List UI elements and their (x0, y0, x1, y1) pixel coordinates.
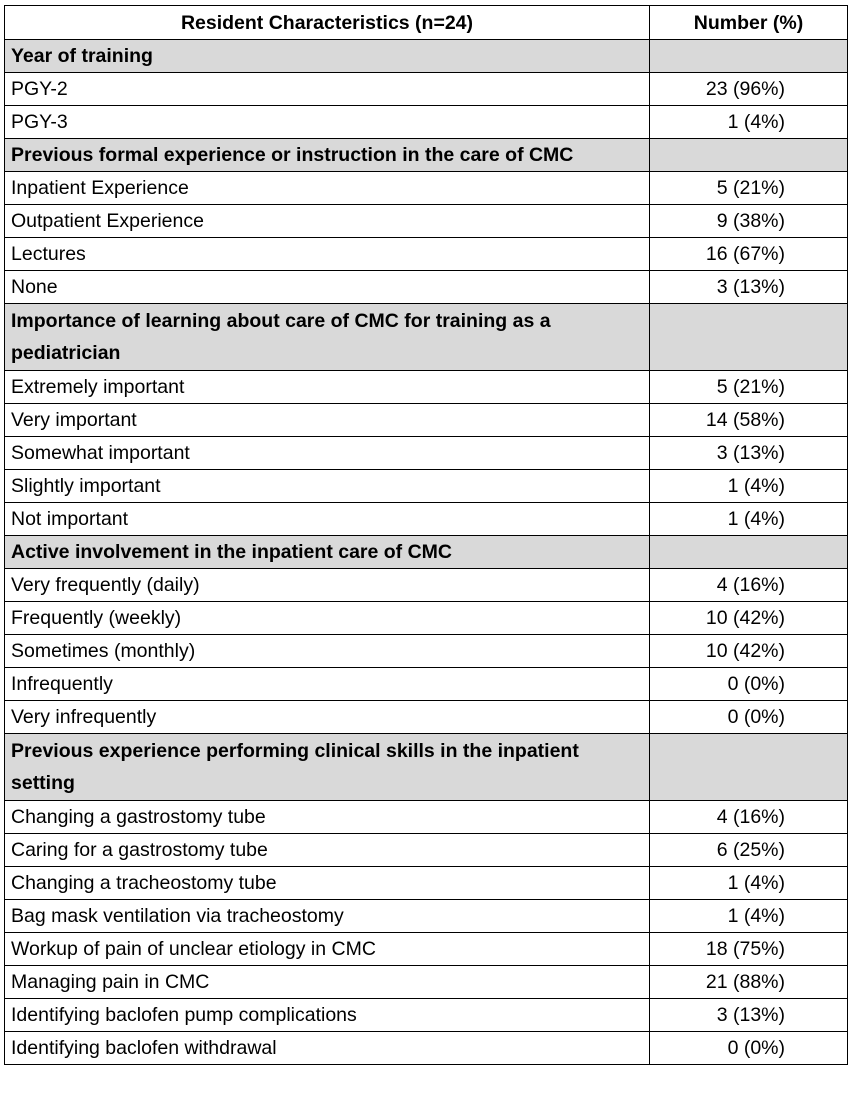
row-label: Very infrequently (5, 701, 650, 734)
section-row (5, 40, 848, 73)
row-label: Identifying baclofen pump complications (5, 999, 650, 1032)
table-row (5, 602, 848, 635)
row-value: 14 (58%) (650, 404, 848, 437)
row-value: 0 (0%) (650, 1032, 848, 1065)
table-row (5, 900, 848, 933)
row-value: 3 (13%) (650, 437, 848, 470)
section-row (5, 304, 848, 371)
row-value: 9 (38%) (650, 205, 848, 238)
row-value: 4 (16%) (650, 569, 848, 602)
resident-characteristics-table (4, 5, 848, 1065)
row-label: Workup of pain of unclear etiology in CMC (5, 933, 650, 966)
row-value: 1 (4%) (650, 503, 848, 536)
section-value-empty (650, 40, 848, 73)
row-label: Sometimes (monthly) (5, 635, 650, 668)
row-label: Infrequently (5, 668, 650, 701)
row-value: 0 (0%) (650, 701, 848, 734)
table-row (5, 933, 848, 966)
table-row (5, 271, 848, 304)
section-row (5, 536, 848, 569)
row-value: 18 (75%) (650, 933, 848, 966)
section-title: Year of training (5, 40, 650, 73)
table-row (5, 966, 848, 999)
row-value: 16 (67%) (650, 238, 848, 271)
table-row (5, 867, 848, 900)
table-row (5, 437, 848, 470)
row-value: 21 (88%) (650, 966, 848, 999)
section-value-empty (650, 536, 848, 569)
row-label: Bag mask ventilation via tracheostomy (5, 900, 650, 933)
row-label: Not important (5, 503, 650, 536)
table-row (5, 834, 848, 867)
table-row (5, 701, 848, 734)
section-value-empty (650, 304, 848, 371)
section-row (5, 139, 848, 172)
row-value: 1 (4%) (650, 470, 848, 503)
row-label: PGY-3 (5, 106, 650, 139)
section-title: Previous experience performing clinical skills in the inpatient setting (5, 734, 650, 801)
row-label: Frequently (weekly) (5, 602, 650, 635)
row-value: 0 (0%) (650, 668, 848, 701)
row-value: 3 (13%) (650, 271, 848, 304)
table-row (5, 404, 848, 437)
table-row (5, 106, 848, 139)
row-label: Extremely important (5, 371, 650, 404)
table-row (5, 1032, 848, 1065)
section-title: Importance of learning about care of CMC for training as a pediatrician (5, 304, 650, 371)
table-row (5, 801, 848, 834)
row-label: Very frequently (daily) (5, 569, 650, 602)
row-label: Changing a tracheostomy tube (5, 867, 650, 900)
row-value: 10 (42%) (650, 602, 848, 635)
row-value: 6 (25%) (650, 834, 848, 867)
row-label: Caring for a gastrostomy tube (5, 834, 650, 867)
table-row (5, 470, 848, 503)
table-row (5, 503, 848, 536)
table-row (5, 371, 848, 404)
header-number: Number (%) (650, 6, 848, 40)
row-label: Identifying baclofen withdrawal (5, 1032, 650, 1065)
row-value: 10 (42%) (650, 635, 848, 668)
resident-characteristics-table-wrapper (4, 5, 847, 1065)
table-row (5, 635, 848, 668)
row-value: 1 (4%) (650, 900, 848, 933)
row-label: Very important (5, 404, 650, 437)
row-label: None (5, 271, 650, 304)
row-label: Changing a gastrostomy tube (5, 801, 650, 834)
row-label: Managing pain in CMC (5, 966, 650, 999)
row-value: 1 (4%) (650, 867, 848, 900)
row-label: Lectures (5, 238, 650, 271)
table-row (5, 238, 848, 271)
table-row (5, 172, 848, 205)
row-value: 1 (4%) (650, 106, 848, 139)
row-label: Somewhat important (5, 437, 650, 470)
section-title: Active involvement in the inpatient care of CMC (5, 536, 650, 569)
row-label: Outpatient Experience (5, 205, 650, 238)
section-row (5, 734, 848, 801)
row-label: Slightly important (5, 470, 650, 503)
row-label: PGY-2 (5, 73, 650, 106)
section-value-empty (650, 734, 848, 801)
table-row (5, 205, 848, 238)
row-value: 3 (13%) (650, 999, 848, 1032)
table-row (5, 73, 848, 106)
header-row (5, 6, 848, 40)
header-characteristics: Resident Characteristics (n=24) (5, 6, 650, 40)
section-value-empty (650, 139, 848, 172)
row-value: 5 (21%) (650, 371, 848, 404)
table-row (5, 999, 848, 1032)
table-row (5, 668, 848, 701)
row-value: 5 (21%) (650, 172, 848, 205)
table-row (5, 569, 848, 602)
row-value: 4 (16%) (650, 801, 848, 834)
row-value: 23 (96%) (650, 73, 848, 106)
section-title: Previous formal experience or instruction in the care of CMC (5, 139, 650, 172)
row-label: Inpatient Experience (5, 172, 650, 205)
